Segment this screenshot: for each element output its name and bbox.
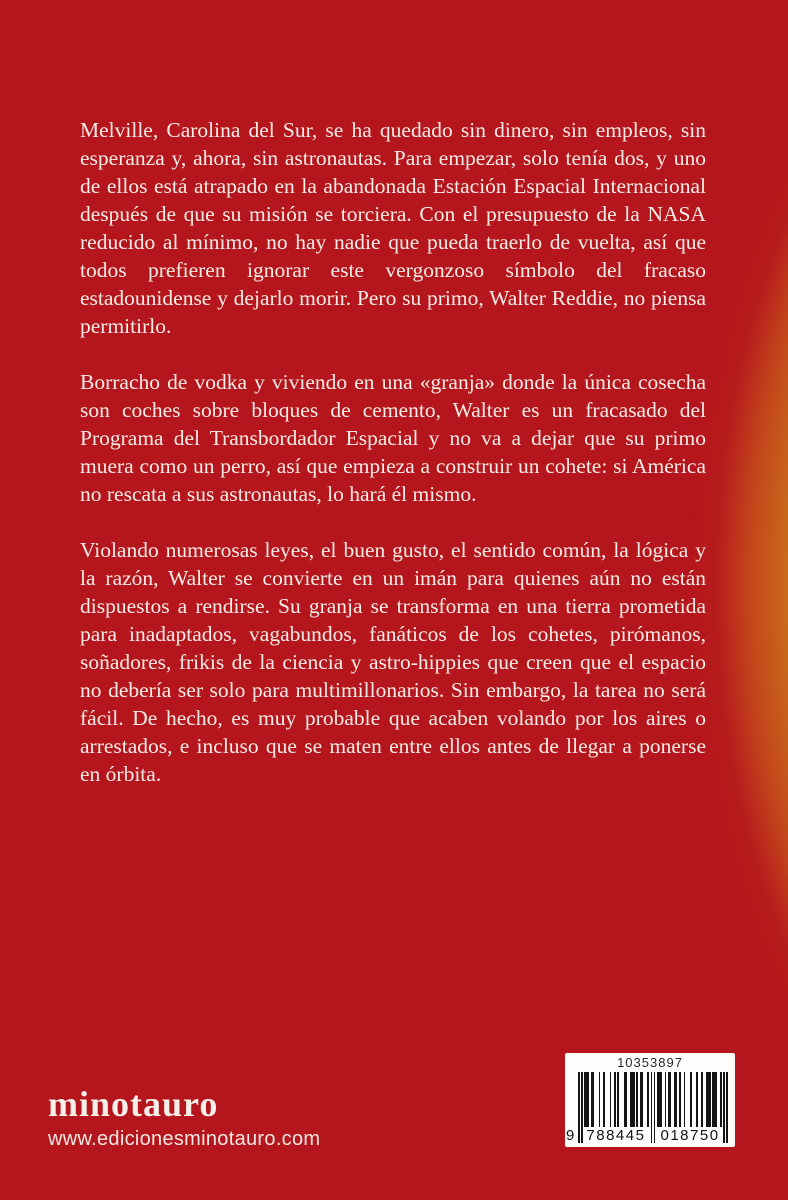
- isbn-right-group: 018750: [660, 1127, 720, 1144]
- barcode-bars: [566, 1072, 728, 1144]
- synopsis-paragraph-3: Violando numerosas leyes, el buen gusto, el sentido común, la lógica y la razón, Walter se convierte en un imán para quienes aún no están dispuestos a rendirse. Su granja se transforma en una tierra prometida para inadaptados, vagabundos, fanáticos de los cohetes, pirómanos, soñadores, frikis de la ciencia y astro-hippies que creen que el espacio no debería ser solo para multimillonarios. Sin embargo, la tarea no será fácil. De hecho, es muy probable que acaben volando por los aires o arrestados, e incluso que se maten entre ellos antes de llegar a ponerse en órbita.: [80, 538, 706, 786]
- barcode-top-number: 10353897: [617, 1055, 683, 1070]
- publisher-website: www.edicionesminotauro.com: [48, 1128, 321, 1150]
- publisher-logo: minotauro: [48, 1084, 219, 1124]
- publisher-block: [48, 1086, 320, 1150]
- barcode-panel: [565, 1053, 735, 1147]
- synopsis-paragraph-2: Borracho de vodka y viviendo en una «granja» donde la única cosecha son coches sobre bloques de cemento, Walter es un fracasado del Programa del Transbordador Espacial y no va a dejar que su primo muera como un perro, así que empieza a construir un cohete: si América no rescata a sus astronautas, lo hará él mismo.: [80, 370, 706, 506]
- isbn-check-digit: 9: [566, 1127, 575, 1144]
- isbn-left-group: 788445: [586, 1127, 646, 1144]
- barcode-module: [726, 1072, 728, 1143]
- synopsis-paragraph-1: Melville, Carolina del Sur, se ha quedado sin dinero, sin empleos, sin esperanza y, ahora, sin astronautas. Para empezar, solo tenía dos, y uno de ellos está atrapado en la abandonada Estación Espacial Internacional después de que su misión se torciera. Con el presupuesto de la NASA reducido al mínimo, no hay nadie que pueda traerlo de vuelta, así que todos prefieren ignorar este vergonzoso símbolo del fracaso estadounidense y dejarlo morir. Pero su primo, Walter Reddie, no piensa permitirlo.: [80, 118, 706, 338]
- synopsis-text-block: [80, 116, 706, 816]
